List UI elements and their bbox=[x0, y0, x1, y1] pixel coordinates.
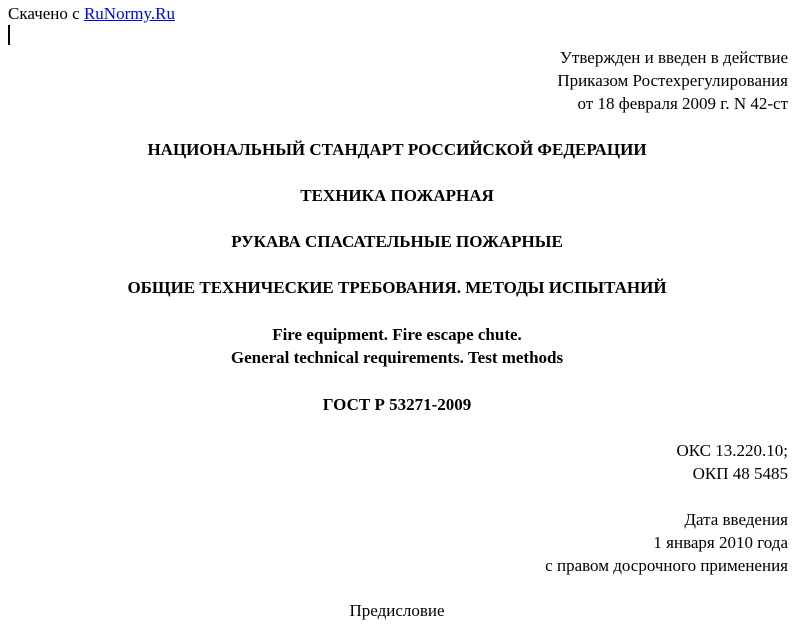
subject-title: РУКАВА СПАСАТЕЛЬНЫЕ ПОЖАРНЫЕ bbox=[231, 232, 563, 251]
oks-code: ОКС 13.220.10; bbox=[676, 441, 788, 460]
runormy-link[interactable]: RuNormy.Ru bbox=[83, 4, 175, 23]
introduction-label: Дата введения bbox=[684, 510, 788, 529]
source-line bbox=[8, 3, 175, 25]
introduction-date: 1 января 2010 года bbox=[653, 533, 788, 552]
text-cursor bbox=[8, 25, 10, 45]
approval-block bbox=[557, 47, 788, 116]
english-title-line-2: General technical requirements. Test methods bbox=[230, 348, 564, 367]
okp-code: ОКП 48 5485 bbox=[692, 464, 788, 483]
category-title: ТЕХНИКА ПОЖАРНАЯ bbox=[300, 186, 494, 205]
english-title-line-1: Fire equipment. Fire escape chute. bbox=[272, 325, 522, 344]
scope-title: ОБЩИЕ ТЕХНИЧЕСКИЕ ТРЕБОВАНИЯ. МЕТОДЫ ИСПЫТАНИЙ bbox=[127, 278, 667, 297]
standard-title: НАЦИОНАЛЬНЫЙ СТАНДАРТ РОССИЙСКОЙ ФЕДЕРАЦИИ bbox=[147, 140, 647, 159]
introduction-date-block bbox=[545, 509, 788, 578]
approval-line-1: Утвержден и введен в действие bbox=[559, 48, 788, 67]
source-prefix: Скачено с bbox=[8, 4, 84, 23]
classification-codes bbox=[676, 440, 788, 486]
foreword-heading: Предисловие bbox=[349, 601, 445, 620]
gost-designation: ГОСТ Р 53271-2009 bbox=[322, 395, 472, 414]
approval-line-2: Приказом Ростехрегулирования bbox=[557, 71, 788, 90]
introduction-note: с правом досрочного применения bbox=[545, 556, 788, 575]
approval-line-3: от 18 февраля 2009 г. N 42-ст bbox=[577, 94, 788, 113]
